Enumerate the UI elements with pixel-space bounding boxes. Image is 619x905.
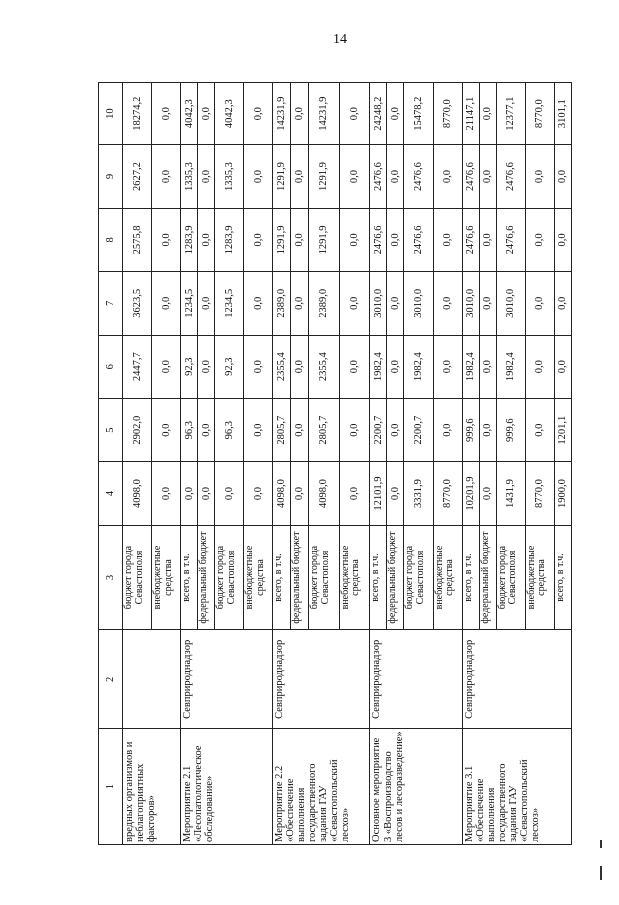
amount-cell: 0,0 [244,335,273,398]
scan-mark [600,866,602,880]
amount-cell: 2902,0 [123,398,152,461]
amount-cell: 0,0 [525,335,554,398]
amount-cell: 2627,2 [123,145,152,208]
amount-cell: 0,0 [152,145,181,208]
budget-table [98,82,572,845]
amount-cell: 0,0 [198,462,215,525]
funding-source: бюджет города Севастополя [496,525,525,630]
funding-source: внебюджетные средства [244,525,273,630]
amount-cell: 3101,1 [554,83,571,145]
amount-cell: 2476,6 [496,145,525,208]
column-header: 7 [99,272,123,335]
amount-cell: 0,0 [291,335,309,398]
amount-cell: 0,0 [554,208,571,271]
amount-cell: 0,0 [387,145,404,208]
amount-cell: 2355,4 [273,335,291,398]
amount-cell: 0,0 [479,272,496,335]
funding-source: всего, в т.ч. [462,525,479,630]
amount-cell: 1291,9 [309,145,340,208]
column-header: 5 [99,398,123,461]
executor: Севприроднадзор [181,630,273,729]
amount-cell: 0,0 [387,335,404,398]
amount-cell: 8770,0 [433,83,462,145]
amount-cell: 18274,2 [123,83,152,145]
amount-cell: 0,0 [244,398,273,461]
amount-cell: 2447,7 [123,335,152,398]
amount-cell: 0,0 [387,83,404,145]
amount-cell: 1234,5 [215,272,244,335]
amount-cell: 0,0 [152,208,181,271]
executor: Севприроднадзор [273,630,370,729]
amount-cell: 999,6 [496,398,525,461]
amount-cell: 92,3 [181,335,198,398]
amount-cell: 0,0 [215,462,244,525]
funding-source: федеральный бюджет [198,525,215,630]
amount-cell: 3010,0 [496,272,525,335]
amount-cell: 0,0 [479,83,496,145]
funding-source: внебюджетные средства [152,525,181,630]
funding-source: всего, в т.ч. [554,525,571,630]
amount-cell: 0,0 [433,208,462,271]
amount-cell: 0,0 [339,335,370,398]
amount-cell: 1291,9 [273,145,291,208]
amount-cell: 2575,8 [123,208,152,271]
amount-cell: 4098,0 [123,462,152,525]
amount-cell: 1982,4 [496,335,525,398]
amount-cell: 21147,1 [462,83,479,145]
amount-cell: 12101,9 [370,462,387,525]
amount-cell: 2476,6 [404,208,433,271]
executor: Севприроднадзор [370,630,462,729]
amount-cell: 3010,0 [404,272,433,335]
amount-cell: 0,0 [339,208,370,271]
amount-cell: 1291,9 [309,208,340,271]
amount-cell: 1283,9 [181,208,198,271]
amount-cell: 0,0 [291,83,309,145]
amount-cell: 3623,5 [123,272,152,335]
amount-cell: 0,0 [181,462,198,525]
amount-cell: 0,0 [152,398,181,461]
rotated-table-container [98,82,572,845]
amount-cell: 1234,5 [181,272,198,335]
funding-source: всего, в т.ч. [370,525,387,630]
header-row [99,83,123,845]
measure-name: вредных организмов и неблагоприятных факторов» [123,729,181,845]
amount-cell: 0,0 [244,145,273,208]
amount-cell: 0,0 [525,208,554,271]
amount-cell: 2805,7 [309,398,340,461]
amount-cell: 0,0 [291,145,309,208]
amount-cell: 2476,6 [496,208,525,271]
funding-source: федеральный бюджет [479,525,496,630]
amount-cell: 0,0 [339,83,370,145]
amount-cell: 0,0 [525,145,554,208]
amount-cell: 0,0 [479,208,496,271]
table-row [123,83,152,845]
amount-cell: 92,3 [215,335,244,398]
funding-source: бюджет города Севастополя [404,525,433,630]
column-header: 2 [99,630,123,729]
amount-cell: 0,0 [339,272,370,335]
amount-cell: 2476,6 [370,145,387,208]
amount-cell: 0,0 [339,462,370,525]
amount-cell: 1982,4 [404,335,433,398]
amount-cell: 2389,0 [309,272,340,335]
measure-name: Мероприятие 3.1 «Обеспечение выполнения государственного задания ГАУ «Севастопольский лесхоз» [462,729,571,845]
amount-cell: 1283,9 [215,208,244,271]
amount-cell: 24248,2 [370,83,387,145]
amount-cell: 999,6 [462,398,479,461]
amount-cell: 0,0 [244,272,273,335]
amount-cell: 2355,4 [309,335,340,398]
amount-cell: 96,3 [181,398,198,461]
amount-cell: 0,0 [339,145,370,208]
amount-cell: 2200,7 [370,398,387,461]
measure-name: Мероприятие 2.2 «Обеспечение выполнения государственного задания ГАУ «Севастопольский лесхоз» [273,729,370,845]
amount-cell: 0,0 [198,398,215,461]
funding-source: бюджет города Севастополя [309,525,340,630]
amount-cell: 0,0 [433,272,462,335]
amount-cell: 3331,9 [404,462,433,525]
column-header: 1 [99,729,123,845]
amount-cell: 1335,3 [181,145,198,208]
amount-cell: 0,0 [525,272,554,335]
amount-cell: 96,3 [215,398,244,461]
column-header: 3 [99,525,123,630]
amount-cell: 0,0 [433,398,462,461]
amount-cell: 0,0 [198,145,215,208]
amount-cell: 15478,2 [404,83,433,145]
table-row [462,83,479,845]
amount-cell: 4042,3 [215,83,244,145]
funding-source: всего, в т.ч. [273,525,291,630]
amount-cell: 0,0 [387,272,404,335]
scan-mark [600,840,602,848]
column-header: 9 [99,145,123,208]
funding-source: бюджет города Севастополя [215,525,244,630]
amount-cell: 0,0 [525,398,554,461]
amount-cell: 0,0 [152,335,181,398]
funding-source: бюджет города Севастополя [123,525,152,630]
amount-cell: 0,0 [554,335,571,398]
table-body [99,83,572,845]
table-row [370,83,387,845]
amount-cell: 1431,9 [496,462,525,525]
amount-cell: 1291,9 [273,208,291,271]
amount-cell: 0,0 [291,462,309,525]
amount-cell: 0,0 [152,272,181,335]
amount-cell: 4098,0 [273,462,291,525]
column-header: 8 [99,208,123,271]
amount-cell: 0,0 [479,462,496,525]
amount-cell: 0,0 [339,398,370,461]
amount-cell: 0,0 [479,398,496,461]
amount-cell: 0,0 [198,272,215,335]
amount-cell: 4042,3 [181,83,198,145]
executor [123,630,181,729]
amount-cell: 2476,6 [370,208,387,271]
amount-cell: 0,0 [554,272,571,335]
funding-source: федеральный бюджет [291,525,309,630]
amount-cell: 8770,0 [433,462,462,525]
amount-cell: 0,0 [244,83,273,145]
measure-name: Основное мероприятие 3 «Воспроизводство лесов и лесоразведение» [370,729,462,845]
amount-cell: 14231,9 [273,83,291,145]
amount-cell: 0,0 [291,398,309,461]
amount-cell: 0,0 [387,462,404,525]
amount-cell: 0,0 [244,462,273,525]
column-header: 10 [99,83,123,145]
amount-cell: 4098,0 [309,462,340,525]
funding-source: всего, в т.ч. [181,525,198,630]
executor: Севприроднадзор [462,630,571,729]
amount-cell: 1982,4 [370,335,387,398]
amount-cell: 0,0 [291,208,309,271]
amount-cell: 0,0 [291,272,309,335]
table-frame [98,82,572,845]
amount-cell: 0,0 [152,83,181,145]
amount-cell: 3010,0 [370,272,387,335]
amount-cell: 3010,0 [462,272,479,335]
amount-cell: 8770,0 [525,83,554,145]
amount-cell: 1335,3 [215,145,244,208]
amount-cell: 12377,1 [496,83,525,145]
amount-cell: 2476,6 [404,145,433,208]
amount-cell: 0,0 [387,398,404,461]
funding-source: внебюджетные средства [433,525,462,630]
amount-cell: 14231,9 [309,83,340,145]
amount-cell: 0,0 [479,335,496,398]
amount-cell: 0,0 [198,83,215,145]
amount-cell: 2389,0 [273,272,291,335]
amount-cell: 0,0 [198,335,215,398]
amount-cell: 2200,7 [404,398,433,461]
amount-cell: 0,0 [433,335,462,398]
column-header: 4 [99,462,123,525]
measure-name: Мероприятие 2.1 «Лесопатологическое обследование» [181,729,273,845]
funding-source: внебюджетные средства [339,525,370,630]
amount-cell: 0,0 [554,145,571,208]
amount-cell: 8770,0 [525,462,554,525]
amount-cell: 0,0 [152,462,181,525]
amount-cell: 1201,1 [554,398,571,461]
amount-cell: 2805,7 [273,398,291,461]
amount-cell: 1982,4 [462,335,479,398]
amount-cell: 2476,6 [462,145,479,208]
table-row [181,83,198,845]
amount-cell: 2476,6 [462,208,479,271]
amount-cell: 0,0 [198,208,215,271]
amount-cell: 0,0 [433,145,462,208]
funding-source: федеральный бюджет [387,525,404,630]
page-number: 14 [333,32,347,47]
amount-cell: 0,0 [479,145,496,208]
amount-cell: 10201,9 [462,462,479,525]
amount-cell: 0,0 [387,208,404,271]
amount-cell: 0,0 [244,208,273,271]
funding-source: внебюджетные средства [525,525,554,630]
table-row [273,83,291,845]
amount-cell: 1900,0 [554,462,571,525]
column-header: 6 [99,335,123,398]
